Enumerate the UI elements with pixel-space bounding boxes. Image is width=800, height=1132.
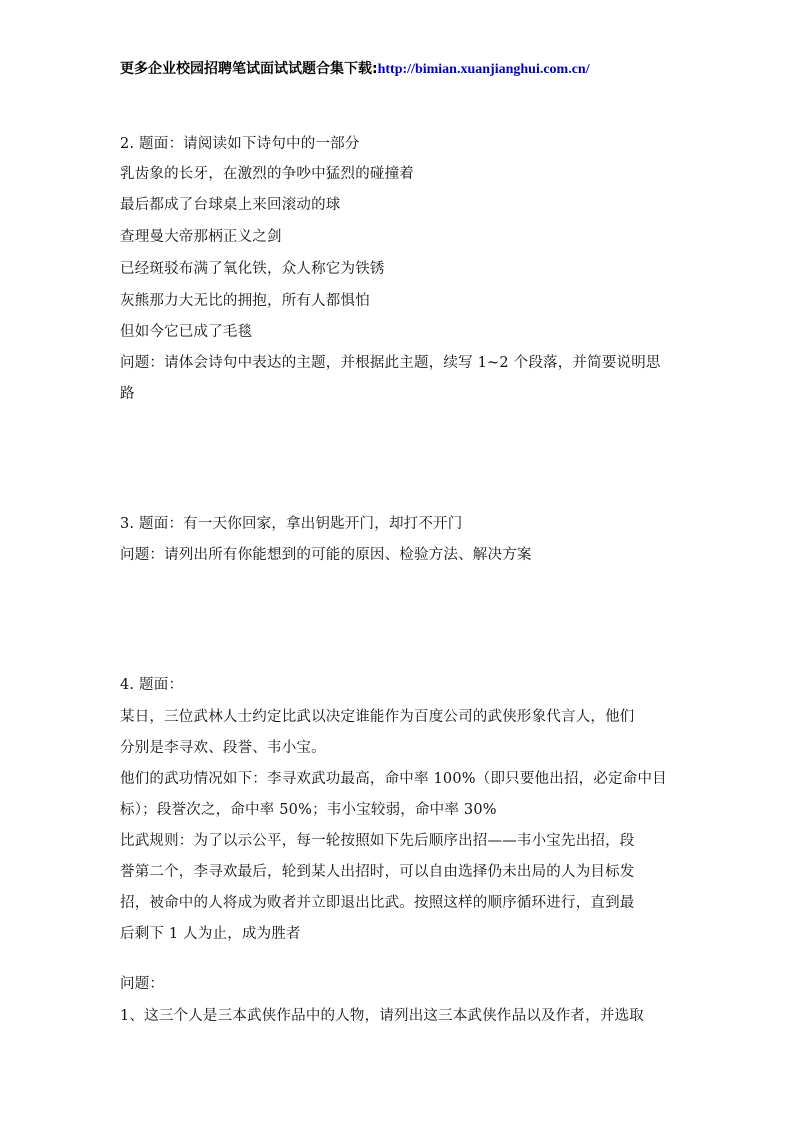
header-link[interactable]: http://bimian.xuanjianghui.com.cn/ — [377, 62, 590, 77]
q4-text-line: 他们的武功情况如下：李寻欢武功最高，命中率 100%（即只要他出招，必定命中目 — [120, 771, 667, 787]
q2-title: 2. 题面：请阅读如下诗句中的一部分 — [120, 136, 360, 152]
q4-title: 4. 题面： — [120, 677, 184, 693]
q2-poem-line: 最后都成了台球桌上来回滚动的球 — [120, 197, 341, 213]
q2-poem-line: 但如今它已成了毛毯 — [120, 324, 253, 340]
q4-question-label: 问题： — [120, 976, 165, 992]
q4-text-line: 誉第二个，李寻欢最后，轮到某人出招时，可以自由选择仍未出局的人为目标发 — [120, 864, 635, 880]
page-header — [120, 58, 590, 78]
q4-question-item: 1、这三个人是三本武侠作品中的人物，请列出这三本武侠作品以及作者，并选取 — [120, 1008, 644, 1024]
q4-text-line: 分别是李寻欢、段誉、韦小宝。 — [120, 740, 326, 756]
header-text: 更多企业校园招聘笔试面试试题合集下载: — [120, 61, 378, 77]
q3-question: 问题：请列出所有你能想到的可能的原因、检验方法、解决方案 — [120, 547, 532, 563]
q2-question-cont: 路 — [120, 386, 135, 402]
q2-poem-line: 已经斑驳布满了氧化铁，众人称它为铁锈 — [120, 261, 385, 277]
q4-text-line: 比武规则：为了以示公平，每一轮按照如下先后顺序出招——韦小宝先出招，段 — [120, 833, 635, 849]
q2-question: 问题：请体会诗句中表达的主题，并根据此主题，续写 1~2 个段落，并简要说明思 — [120, 355, 661, 371]
q4-text-line: 标）；段誉次之，命中率 50%；韦小宝较弱，命中率 30% — [120, 802, 497, 818]
q4-text-line: 后剩下 1 人为止，成为胜者 — [120, 926, 301, 942]
q2-poem-line: 乳齿象的长牙，在激烈的争吵中猛烈的碰撞着 — [120, 166, 414, 182]
q4-text-line: 招，被命中的人将成为败者并立即退出比武。按照这样的顺序循环进行，直到最 — [120, 895, 635, 911]
q2-poem-line: 查理曼大帝那柄正义之剑 — [120, 229, 282, 245]
q4-text-line: 某日，三位武林人士约定比武以决定谁能作为百度公司的武侠形象代言人，他们 — [120, 709, 635, 725]
q3-title: 3. 题面：有一天你回家，拿出钥匙开门，却打不开门 — [120, 516, 463, 532]
q2-poem-line: 灰熊那力大无比的拥抱，所有人都惧怕 — [120, 293, 370, 309]
